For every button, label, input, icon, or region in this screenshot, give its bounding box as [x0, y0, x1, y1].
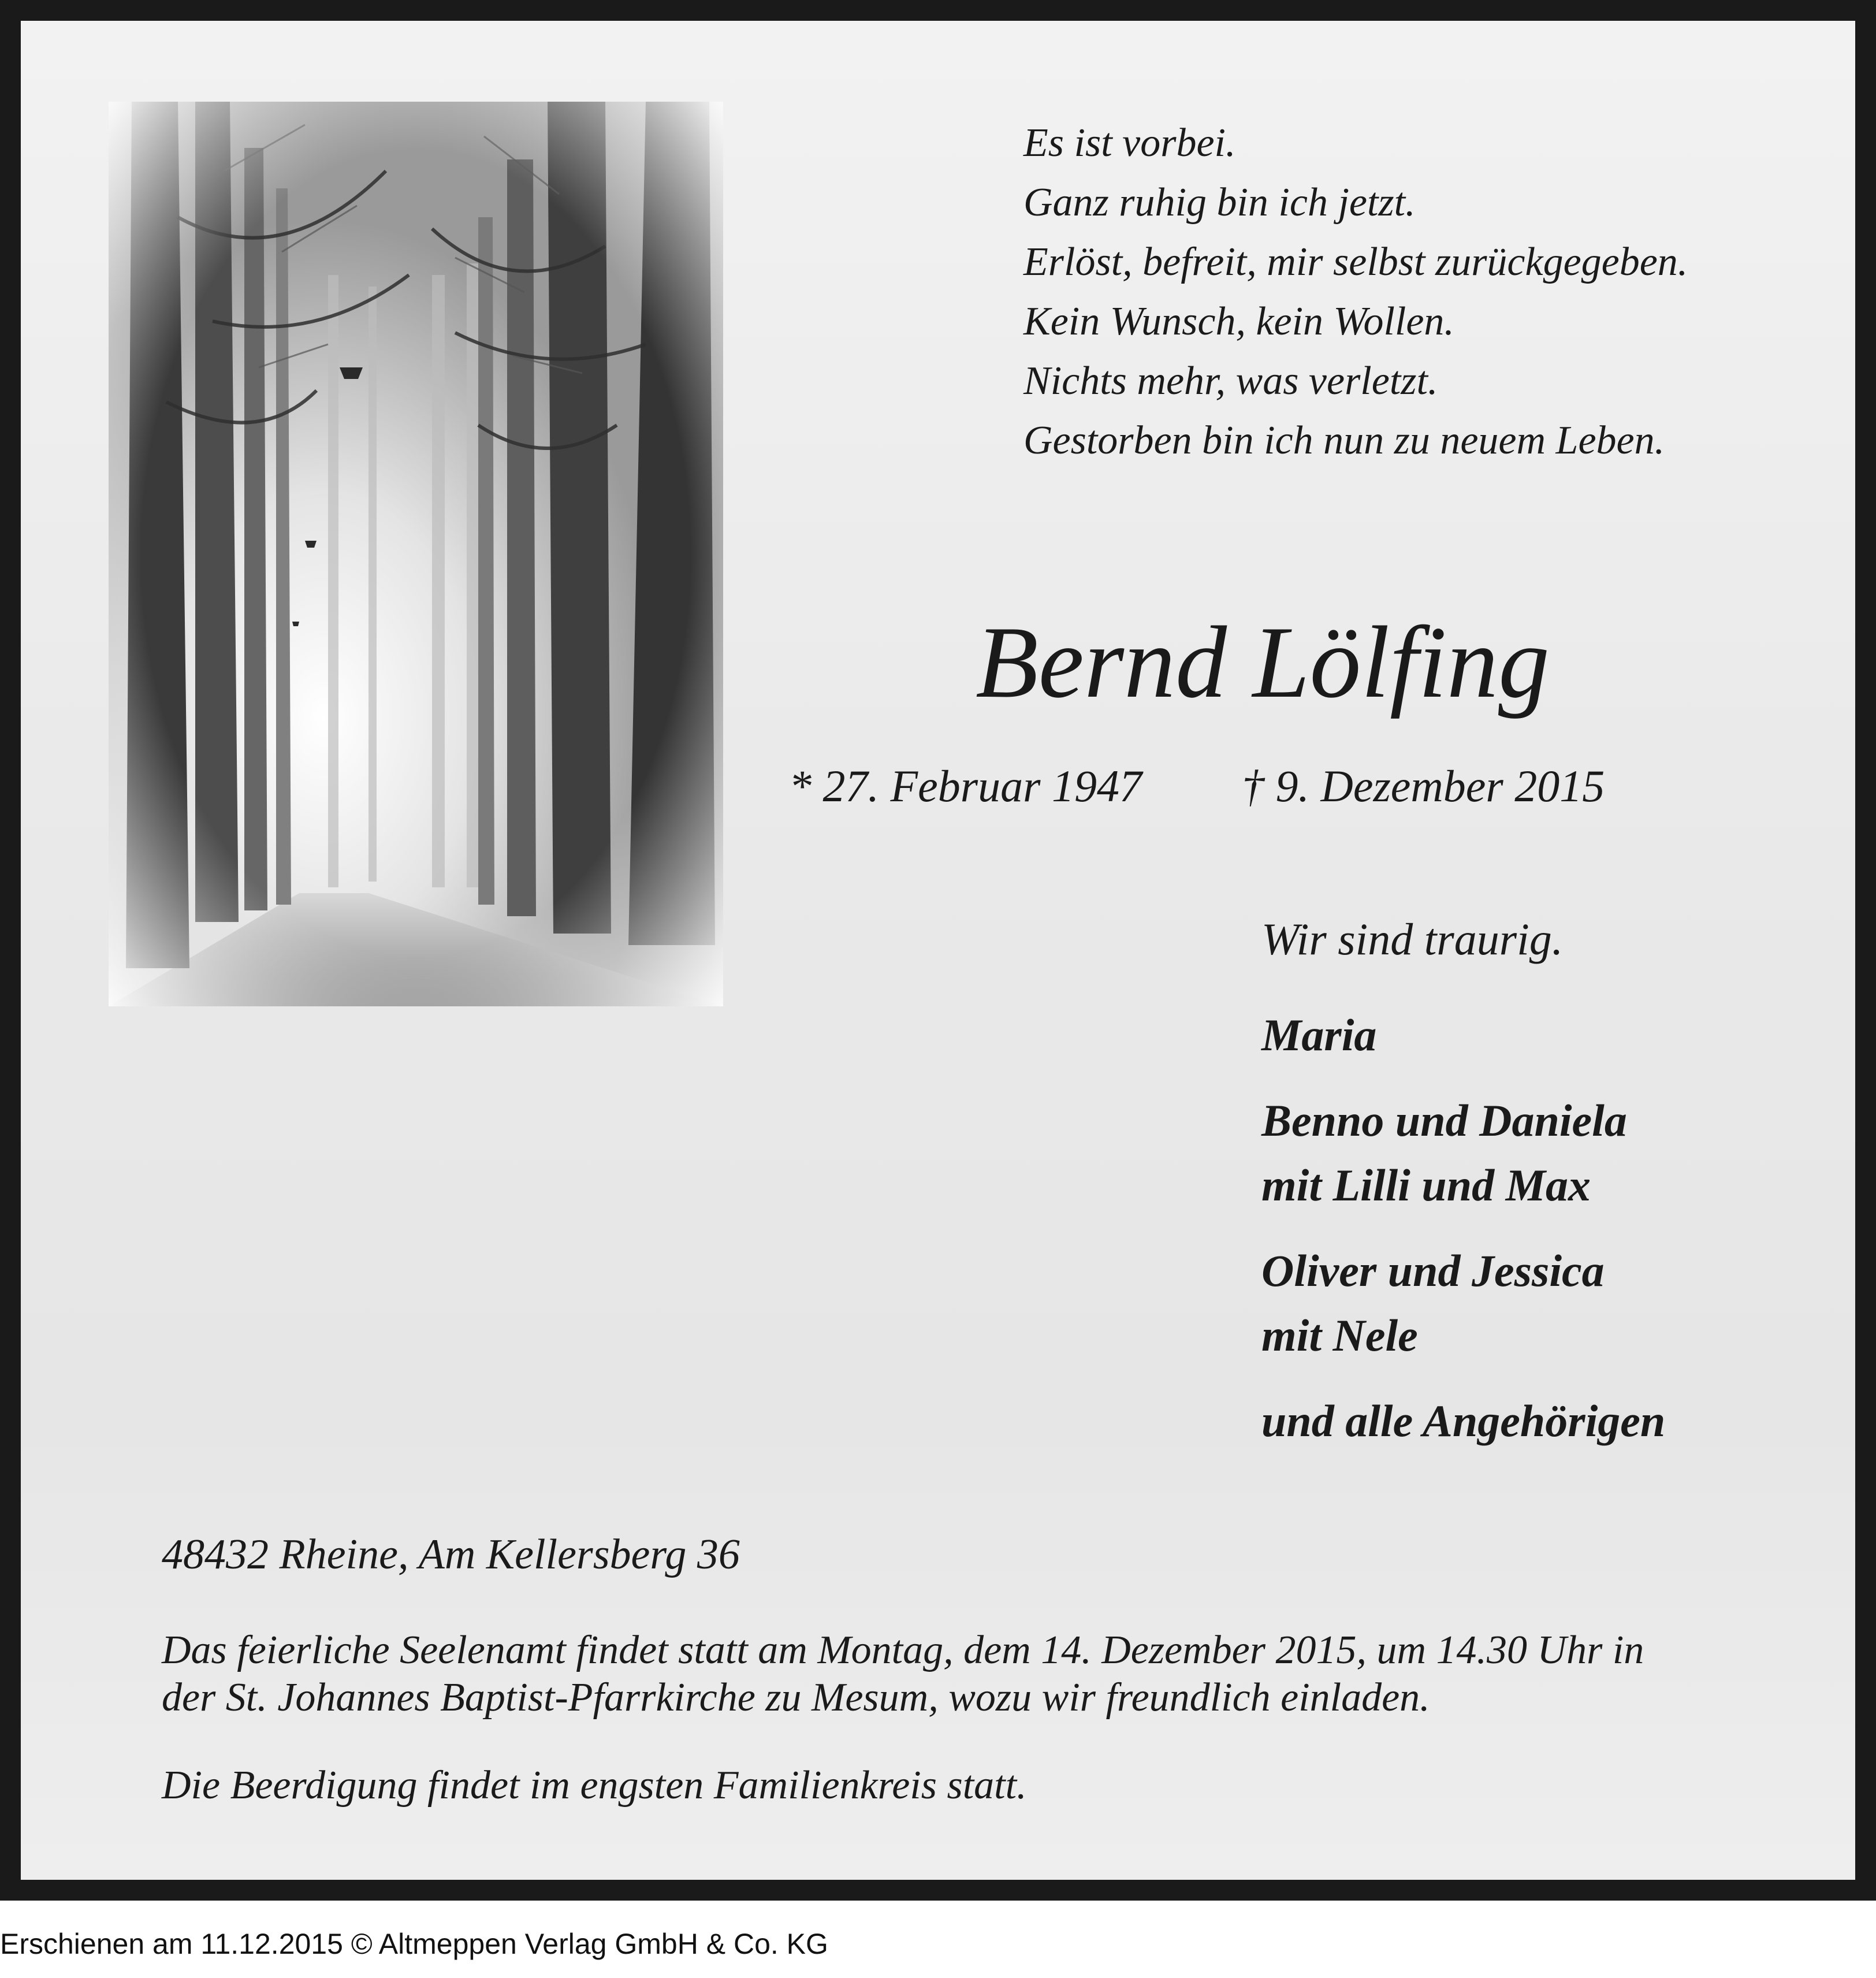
mourner-group	[1261, 1239, 1665, 1368]
mourner-group	[1261, 1088, 1665, 1218]
mourner-group	[1261, 1003, 1665, 1068]
tree-avenue-photo	[109, 102, 723, 1006]
poem-line: Gestorben bin ich nun zu neuem Leben.	[1023, 418, 1665, 463]
mourner-line: Oliver und Jessica	[1261, 1245, 1605, 1296]
deceased-name: Bernd Lölfing	[976, 605, 1550, 719]
service-notice	[162, 1627, 1837, 1722]
poem-line: Kein Wunsch, kein Wollen.	[1023, 299, 1454, 344]
poem-line: Erlöst, befreit, mir selbst zurückgegeben.	[1023, 240, 1688, 284]
service-line: Das feierliche Seelenamt findet statt am Montag, dem 14. Dezember 2015, um 14.30 Uhr in	[162, 1628, 1644, 1672]
service-line: der St. Johannes Baptist-Pfarrkirche zu Mesum, wozu wir freundlich einladen.	[162, 1675, 1430, 1720]
poem-line: Ganz ruhig bin ich jetzt.	[1023, 180, 1416, 225]
burial-notice: Die Beerdigung findet im engsten Familienkreis statt.	[162, 1763, 1027, 1808]
poem	[1023, 113, 1832, 470]
mourner-line: Maria	[1261, 1010, 1377, 1060]
mourners-intro: Wir sind traurig.	[1261, 914, 1564, 964]
poem-line: Nichts mehr, was verletzt.	[1023, 359, 1438, 403]
mourner-line: mit Nele	[1261, 1310, 1418, 1360]
family-address: 48432 Rheine, Am Kellersberg 36	[162, 1531, 740, 1578]
mourner-line: und alle Angehörigen	[1261, 1396, 1666, 1446]
mourner-line: Benno und Daniela	[1261, 1095, 1627, 1146]
death-date: † 9. Dezember 2015	[1242, 761, 1605, 811]
poem-line: Es ist vorbei.	[1023, 121, 1236, 165]
publication-footer: Erschienen am 11.12.2015 © Altmeppen Verlag GmbH & Co. KG	[0, 1928, 828, 1960]
mourner-line: mit Lilli und Max	[1261, 1160, 1591, 1210]
mourners-list	[1261, 1003, 1665, 1474]
birth-date: * 27. Februar 1947	[789, 761, 1142, 811]
mourner-group	[1261, 1389, 1665, 1453]
